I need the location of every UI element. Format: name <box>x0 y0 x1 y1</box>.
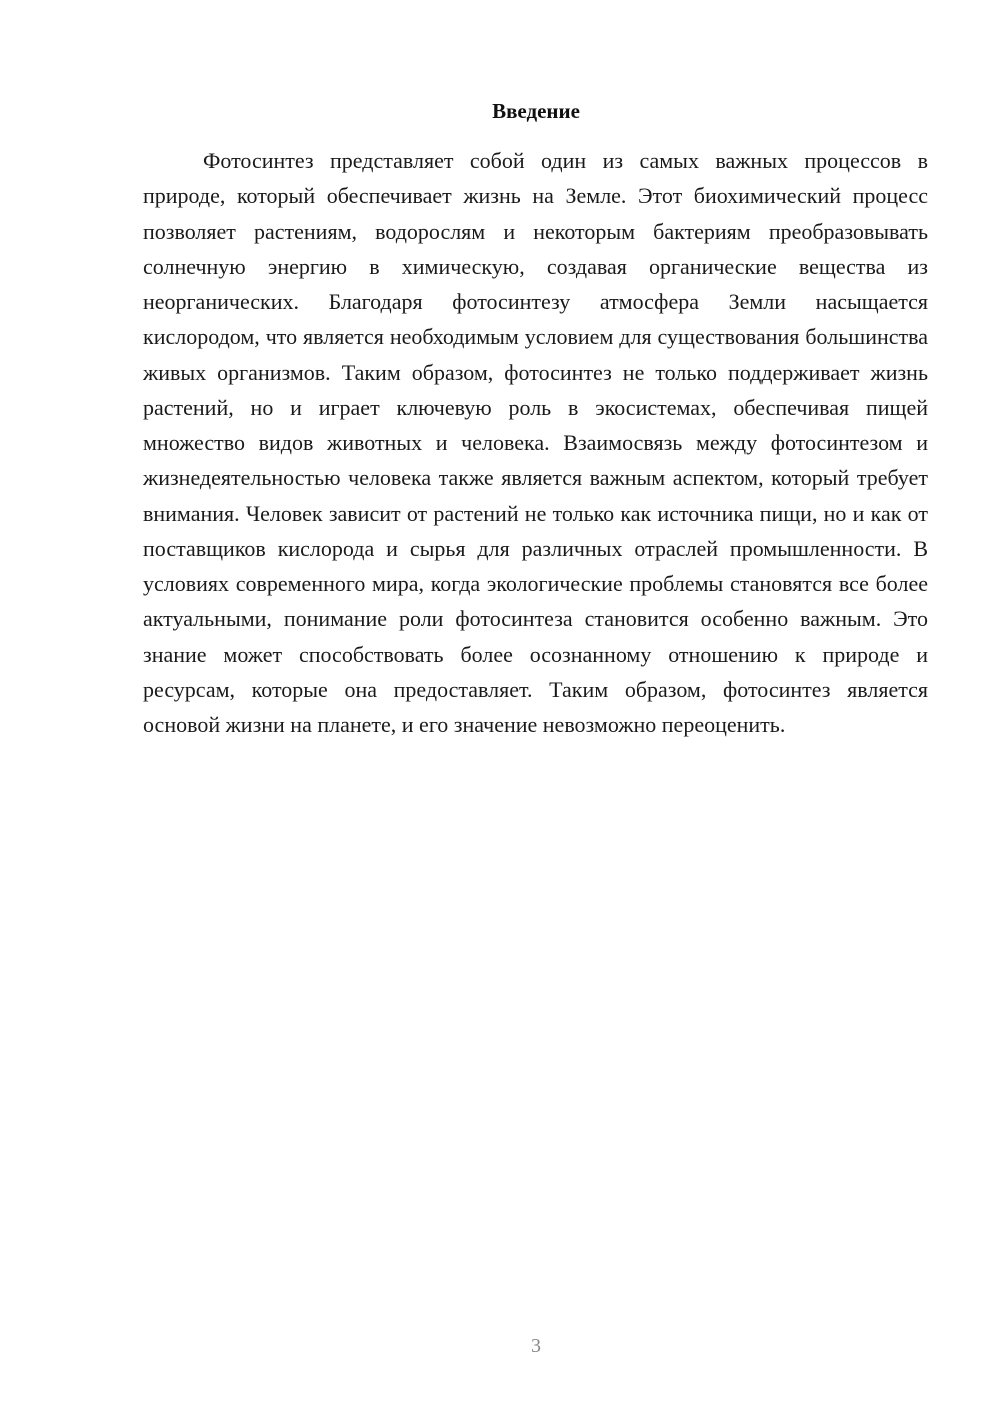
section-heading: Введение <box>492 99 580 123</box>
page-number: 3 <box>531 1335 541 1357</box>
introduction-paragraph: Фотосинтез представляет собой один из самых важных процессов в природе, который обеспечивает жизнь на Земле. Этот биохимический процесс позволяет растениям, водорослям и некоторым бактериям преобразовывать солнечную энергию в химическую, создавая органические вещества из неорганических. Благодаря фотосинтезу атмосфера Земли насыщается кислородом, что является необходимым условием для существования большинства живых организмов. Таким образом, фотосинтез не только поддерживает жизнь растений, но и играет ключевую роль в экосистемах, обеспечивая пищей множество видов животных и человека. Взаимосвязь между фотосинтезом и жизнедеятельностью человека также является важным аспектом, который требует внимания. Человек зависит от растений не только как источника пищи, но и как от поставщиков кислорода и сырья для различных отраслей промышленности. В условиях современного мира, когда экологические проблемы становятся все более актуальными, понимание роли фотосинтеза становится особенно важным. Это знание может способствовать более осознанному отношению к природе и ресурсам, которые она предоставляет. Таким образом, фотосинтез является основой жизни на планете, и его значение невозможно переоценить. <box>143 148 928 737</box>
